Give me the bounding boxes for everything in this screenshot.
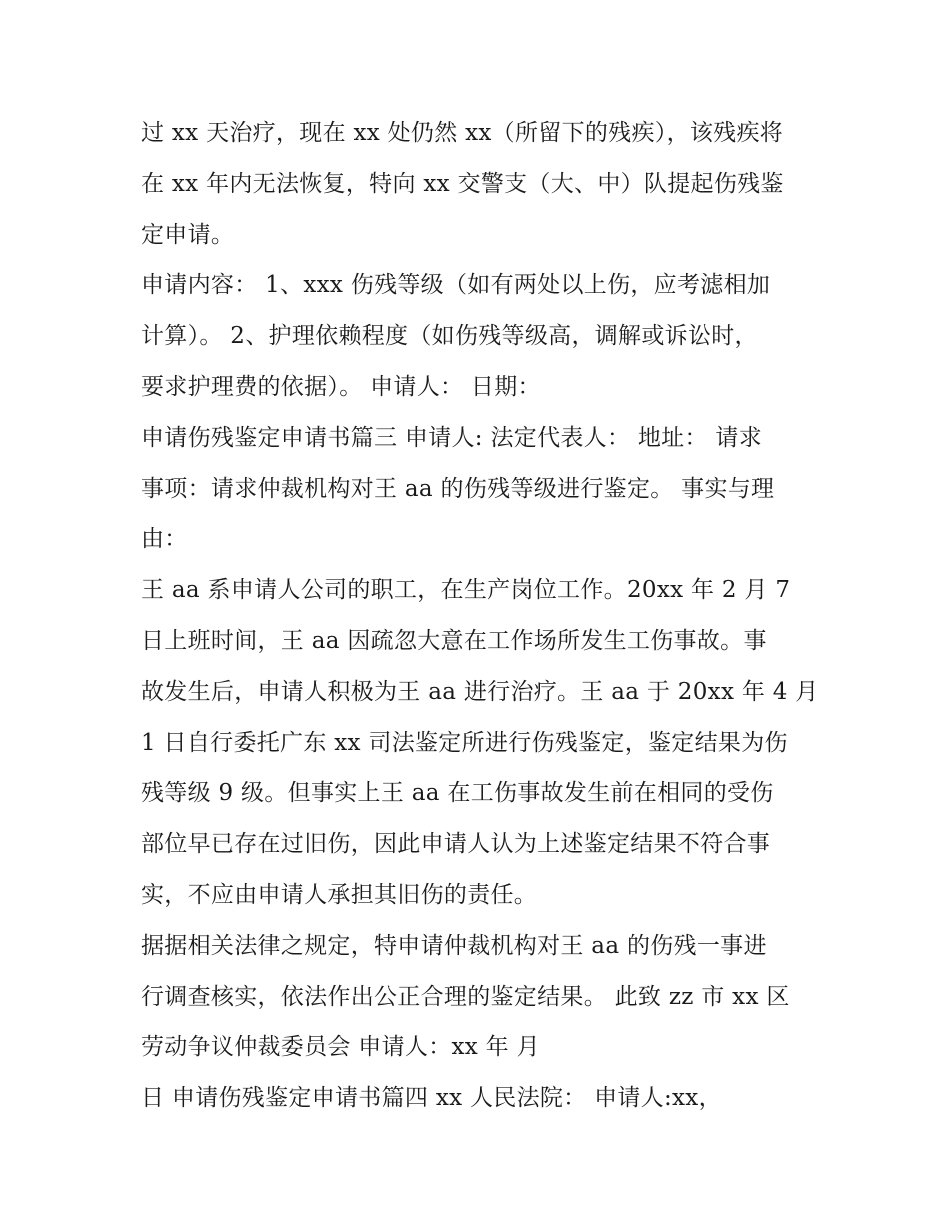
text-line: 要求护理费的依据）。 申请人： 日期： xyxy=(141,373,541,400)
text-line: 实，不应由申请人承担其旧伤的责任。 xyxy=(141,881,538,908)
text-line: 日上班时间，王 aa 因疏忽大意在工作场所发生工伤事故。事 xyxy=(141,627,767,654)
body-text xyxy=(141,108,821,1124)
text-line: 在 xx 年内无法恢复，特向 xx 交警支（大、中）队提起伤残鉴 xyxy=(141,170,784,197)
text-line: 定申请。 xyxy=(141,221,235,248)
text-line: 部位早已存在过旧伤，因此申请人认为上述鉴定结果不符合事 xyxy=(141,831,771,858)
text-line: 残等级 9 级。但事实上王 aa 在工伤事故发生前在相同的受伤 xyxy=(141,780,774,807)
text-line: 劳动争议仲裁委员会 申请人：xx 年 月 xyxy=(141,1034,540,1061)
text-line: 申请内容： 1、xxx 伤残等级（如有两处以上伤，应考滤相加 xyxy=(141,272,771,299)
text-line: 故发生后，申请人积极为王 aa 进行治疗。王 aa 于 20xx 年 4 月 xyxy=(141,678,819,705)
text-line: 由： xyxy=(141,526,188,553)
text-line: 过 xx 天治疗，现在 xx 处仍然 xx（所留下的残疾），该残疾将 xyxy=(141,120,784,146)
text-line: 行调查核实，依法作出公正合理的鉴定结果。 此致 zz 市 xx 区 xyxy=(141,983,790,1010)
text-line: 事项：请求仲裁机构对王 aa 的伤残等级进行鉴定。 事实与理 xyxy=(141,475,775,502)
text-line: 1 日自行委托广东 xx 司法鉴定所进行伤残鉴定，鉴定结果为伤 xyxy=(141,729,788,756)
text-line: 申请伤残鉴定申请书篇三 申请人: 法定代表人： 地址： 请求 xyxy=(141,424,762,451)
text-line: 日 申请伤残鉴定申请书篇四 xx 人民法院： 申请人:xx， xyxy=(141,1085,722,1112)
text-line: 王 aa 系申请人公司的职工，在生产岗位工作。20xx 年 2 月 7 xyxy=(141,577,791,604)
text-line: 计算）。 2、护理依赖程度（如伤残等级高，调解或诉讼时， xyxy=(141,323,758,350)
text-line: 据据相关法律之规定，特申请仲裁机构对王 aa 的伤残一事进 xyxy=(141,932,767,959)
